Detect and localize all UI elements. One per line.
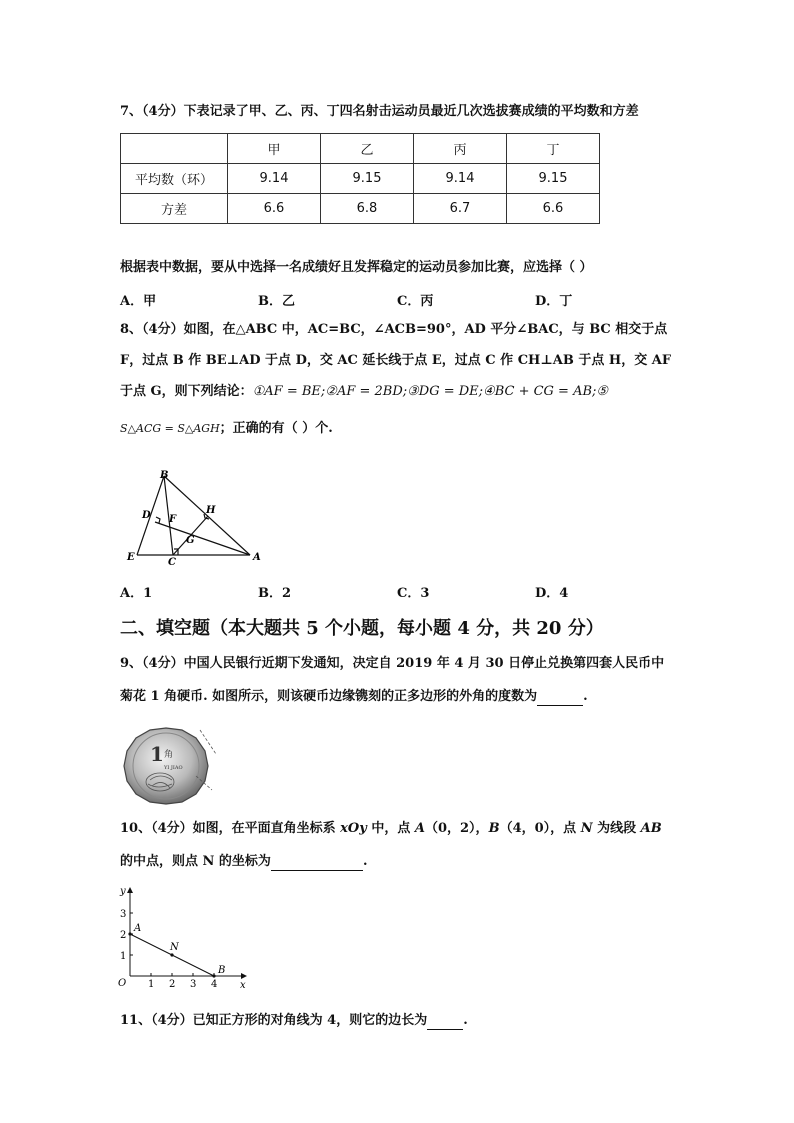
table-cell: 9.15 — [321, 164, 414, 194]
q11-end: . — [463, 1013, 468, 1028]
point-a — [128, 932, 131, 935]
table-cell: 6.6 — [507, 194, 600, 224]
table-cell: 9.14 — [414, 164, 507, 194]
point-label-b: B — [218, 965, 226, 976]
q9-line2-end: . — [583, 689, 588, 704]
q7-choice-c: C．丙 — [397, 294, 434, 309]
coin-pinyin: YI JIAO — [164, 765, 183, 771]
q7-choice-a: A．甲 — [120, 294, 157, 309]
y-tick-label: 2 — [120, 930, 127, 941]
q8-line3-prefix: 于点 G，则下列结论： — [120, 384, 253, 399]
label-f: F — [169, 514, 177, 525]
label-c: C — [168, 557, 176, 566]
table-header-cell: 丁 — [507, 134, 600, 164]
y-axis-label: y — [120, 886, 126, 897]
q10-text-a: 10、（4分）如图，在平面直角坐标系 — [120, 821, 341, 836]
q7-choice-b: B．乙 — [258, 294, 295, 309]
x-tick-label: 1 — [148, 979, 155, 990]
q8-triangle-figure — [120, 466, 270, 566]
q9-line2 — [120, 688, 588, 706]
q8-line4 — [120, 420, 333, 438]
q7-question: 根据表中数据，要从中选择一名成绩好且发挥稳定的运动员参加比赛，应选择（ ） — [120, 260, 593, 275]
point-label-a: A — [134, 923, 142, 934]
table-header-cell: 丙 — [414, 134, 507, 164]
table-header-cell: 乙 — [321, 134, 414, 164]
q9-line1: 9、（4分）中国人民银行近期下发通知，决定自 2019 年 4 月 30 日停止兑换第四套人民币中 — [120, 656, 665, 671]
q7-stem: 7、（4分）下表记录了甲、乙、丙、丁四名射击运动员最近几次选拔赛成绩的平均数和方差 — [120, 104, 639, 119]
q11-text: 11、（4分）已知正方形的对角线为 4，则它的边长为 — [120, 1013, 428, 1028]
y-tick-label: 3 — [120, 909, 127, 920]
q8-line4-suffix: ；正确的有（ ）个. — [219, 421, 333, 436]
q11-answer-blank[interactable] — [427, 1015, 463, 1030]
y-tick-label: 1 — [120, 951, 127, 962]
q10-text-e: 为线段 — [592, 821, 641, 836]
x-axis-label: x — [240, 980, 246, 991]
point-label-n: N — [170, 942, 179, 953]
q8-choice-b: B．2 — [258, 586, 292, 601]
coin-numeral: 1 — [150, 742, 164, 766]
coin-unit: 角 — [164, 750, 174, 760]
q8-choice-a: A．1 — [120, 586, 153, 601]
q10-text-d: （4，0），点 — [499, 821, 581, 836]
table-cell: 6.7 — [414, 194, 507, 224]
q9-line2-text: 菊花 1 角硬币. 如图所示，则该硬币边缘镌刻的正多边形的外角的度数为 — [120, 689, 538, 704]
table-cell: 6.8 — [321, 194, 414, 224]
q10-segment-ab: AB — [640, 821, 662, 836]
q10-line1 — [120, 820, 662, 838]
q9-coin-image — [120, 724, 220, 808]
x-tick-label: 2 — [169, 979, 176, 990]
point-n — [170, 953, 173, 956]
table-cell: 9.15 — [507, 164, 600, 194]
q8-area-formula: S△ACG = S△AGH — [120, 422, 220, 435]
q10-line2-text: 的中点，则点 N 的坐标为 — [120, 854, 271, 869]
q10-line2-end: . — [362, 854, 368, 869]
table-header-cell: 甲 — [228, 134, 321, 164]
label-a: A — [253, 552, 261, 563]
table-cell: 方差 — [121, 194, 228, 224]
q10-answer-blank[interactable] — [271, 856, 363, 871]
q10-text-c: （0，2）， — [424, 821, 489, 836]
origin-label: O — [118, 978, 127, 989]
table-row — [121, 194, 600, 224]
q11-line — [120, 1012, 468, 1030]
q10-point-n: N — [580, 821, 593, 836]
table-header-cell — [121, 134, 228, 164]
q10-xoy: xOy — [340, 821, 367, 836]
table-cell: 9.14 — [228, 164, 321, 194]
table-row — [121, 164, 600, 194]
q10-text-b: 中，点 — [366, 821, 415, 836]
q9-answer-blank[interactable] — [537, 691, 583, 706]
q10-line2 — [120, 853, 367, 871]
table-header-row — [121, 134, 600, 164]
table-cell: 6.6 — [228, 194, 321, 224]
point-b — [212, 974, 215, 977]
label-g: G — [186, 535, 195, 546]
q8-line1: 8、（4分）如图，在△ABC 中，AC=BC，∠ACB=90°，AD 平分∠BAC，与 BC 相交于点 — [120, 322, 668, 337]
label-b: B — [160, 470, 169, 481]
x-tick-label: 4 — [211, 979, 218, 990]
q10-point-a: A — [414, 821, 425, 836]
label-e: E — [127, 552, 135, 563]
q8-choice-d: D．4 — [535, 586, 569, 601]
q8-line3 — [120, 383, 608, 401]
q10-coordinate-graph — [116, 882, 256, 992]
q8-conclusions-formula: ①AF = BE;②AF = 2BD;③DG = DE;④BC + CG = AB;⑤ — [252, 384, 609, 399]
q10-point-b: B — [488, 821, 500, 836]
label-d: D — [142, 510, 151, 521]
q8-choice-c: C．3 — [397, 586, 430, 601]
q7-score-table — [120, 133, 600, 224]
table-cell: 平均数（环） — [121, 164, 228, 194]
section-title: 二、填空题（本大题共 5 个小题，每小题 4 分，共 20 分） — [120, 618, 604, 639]
q7-choice-d: D．丁 — [535, 294, 573, 309]
label-h: H — [206, 505, 216, 516]
x-tick-label: 3 — [190, 979, 197, 990]
q8-line2: F，过点 B 作 BE⊥AD 于点 D，交 AC 延长线于点 E，过点 C 作 CH⊥AB 于点 H，交 AF — [120, 353, 672, 368]
